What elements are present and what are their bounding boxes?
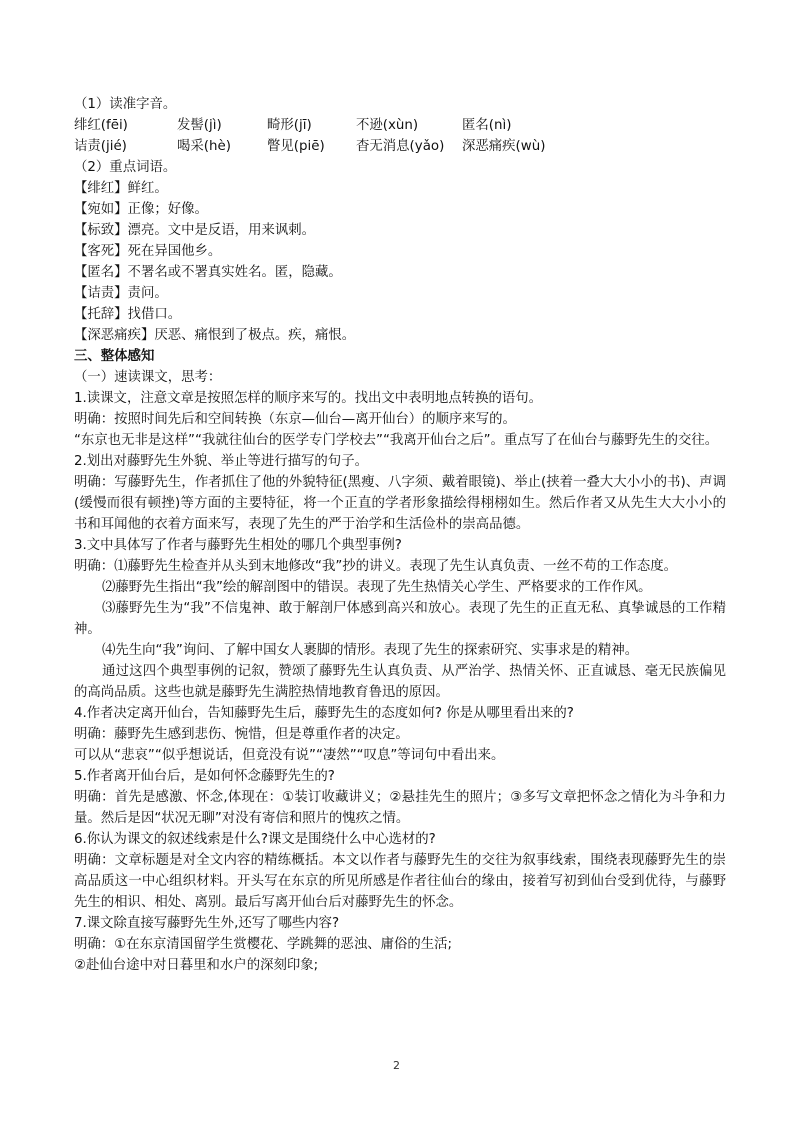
pinyin-item: 诘责(jié): [74, 139, 127, 154]
pinyin-item: 瞥见(piē): [267, 139, 325, 154]
answer-3-item-3: ⑶藤野先生为“我”不信鬼神、敢于解剖尸体感到高兴和放心。表现了先生的正直无私、真挚诚恳的工作精神。: [74, 601, 726, 637]
pinyin-row-1: [74, 115, 726, 136]
word-entry: 【匿名】不署名或不署真实姓名。匿，隐藏。: [74, 265, 342, 280]
answer-4-detail: 可以从“悲哀”“似乎想说话，但竟没有说”“凄然”“叹息”等词句中看出来。: [74, 748, 505, 763]
question-4: 4.作者决定离开仙台，告知藤野先生后，藤野先生的态度如何? 你是从哪里看出来的?: [74, 706, 574, 721]
pinyin-item: 喝采(hè): [177, 139, 231, 154]
answer-1: 明确：按照时间先后和空间转换（东京—仙台—离开仙台）的顺序来写的。: [74, 412, 516, 427]
answer-5: 明确：首先是感激、怀念,体现在：①装订收藏讲义；②悬挂先生的照片；③多写文章把怀念之情化为斗争和力量。然后是因“状况无聊”对没有寄信和照片的愧疚之情。: [74, 790, 726, 826]
answer-4: 明确：藤野先生感到悲伤、惋惜，但是尊重作者的决定。: [74, 727, 409, 742]
document-page: [74, 94, 726, 976]
word-entry: 【托辞】找借口。: [74, 307, 182, 322]
question-7: 7.课文除直接写藤野先生外,还写了哪些内容?: [74, 916, 340, 931]
answer-3-item-4: ⑷先生向“我”询问、了解中国女人裹脚的情形。表现了先生的探索研究、实事求是的精神。: [102, 643, 639, 658]
pinyin-item: 绯红(fēi): [74, 118, 128, 133]
answer-6: 明确：文章标题是对全文内容的精练概括。本文以作者与藤野先生的交往为叙事线索，围绕表现藤野先生的崇高品质这一中心组织材料。开头写在东京的所见所感是作者往仙台的缘由，接着写初到仙台受到优待，与藤野先生的相识、相处、离别。最后写离开仙台后对藤野先生的怀念。: [74, 853, 726, 910]
word-entry: 【宛如】正像；好像。: [74, 202, 208, 217]
pinyin-item: 不逊(xùn): [356, 118, 419, 133]
question-3: 3.文中具体写了作者与藤野先生相处的哪几个典型事例?: [74, 538, 402, 553]
answer-7-item-2: ②赴仙台途中对日暮里和水户的深刻印象;: [74, 958, 319, 973]
pinyin-item: 杳无消息(yǎo): [356, 139, 445, 154]
pinyin-item: 发髻(jì): [177, 118, 222, 133]
section-heading: 三、整体感知: [74, 349, 155, 364]
pinyin-item: 匿名(nì): [462, 118, 512, 133]
question-2: 2.划出对藤野先生外貌、举止等进行描写的句子。: [74, 454, 368, 469]
section-read-heading: （1）读准字音。: [74, 97, 177, 112]
page-number: 2: [393, 1059, 400, 1072]
answer-1-detail: “东京也无非是这样”“我就往仙台的医学专门学校去”“我离开仙台之后”。重点写了在仙台与藤野先生的交往。: [74, 433, 719, 448]
answer-3-summary: 通过这四个典型事例的记叙，赞颂了藤野先生认真负责、从严治学、热情关怀、正直诚恳、毫无民族偏见的高尚品质。这些也就是藤野先生满腔热情地教育鲁迅的原因。: [74, 664, 726, 700]
pinyin-item: 深恶痛疾(wù): [462, 139, 546, 154]
word-entry: 【标致】漂亮。文中是反语，用来讽刺。: [74, 223, 316, 238]
section-words-heading: （2）重点词语。: [74, 160, 177, 175]
word-entry: 【深恶痛疾】厌恶、痛恨到了极点。疾，痛恨。: [74, 328, 356, 343]
word-entry: 【客死】死在异国他乡。: [74, 244, 222, 259]
question-6: 6.你认为课文的叙述线索是什么?课文是围绕什么中心选材的?: [74, 832, 436, 847]
pinyin-row-2: [74, 136, 726, 157]
answer-7-item-1: 明确：①在东京清国留学生赏樱花、学跳舞的恶浊、庸俗的生活;: [74, 937, 453, 952]
subsection-heading: （一）速读课文，思考：: [74, 370, 222, 385]
word-entry: 【诘责】责问。: [74, 286, 168, 301]
answer-2: 明确：写藤野先生，作者抓住了他的外貌特征(黑瘦、八字须、戴着眼镜)、举止(挟着一叠大大小小的书)、声调(缓慢而很有顿挫)等方面的主要特征，将一个正直的学者形象描绘得栩栩如生。然后作者又从先生大大小小的书和耳闻他的衣着方面来写，表现了先生的严于治学和生活俭朴的崇高品德。: [74, 475, 726, 532]
question-5: 5.作者离开仙台后，是如何怀念藤野先生的?: [74, 769, 335, 784]
word-entry: 【绯红】鲜红。: [74, 181, 168, 196]
pinyin-item: 畸形(jī): [267, 118, 312, 133]
question-1: 1.读课文，注意文章是按照怎样的顺序来写的。找出文中表明地点转换的语句。: [74, 391, 543, 406]
answer-3-item-1: 明确：⑴藤野先生检查并从头到末地修改“我”抄的讲义。表现了先生认真负责、一丝不苟的工作态度。: [74, 559, 678, 574]
answer-3-item-2: ⑵藤野先生指出“我”绘的解剖图中的错误。表现了先生热情关心学生、严格要求的工作作风。: [102, 580, 652, 595]
